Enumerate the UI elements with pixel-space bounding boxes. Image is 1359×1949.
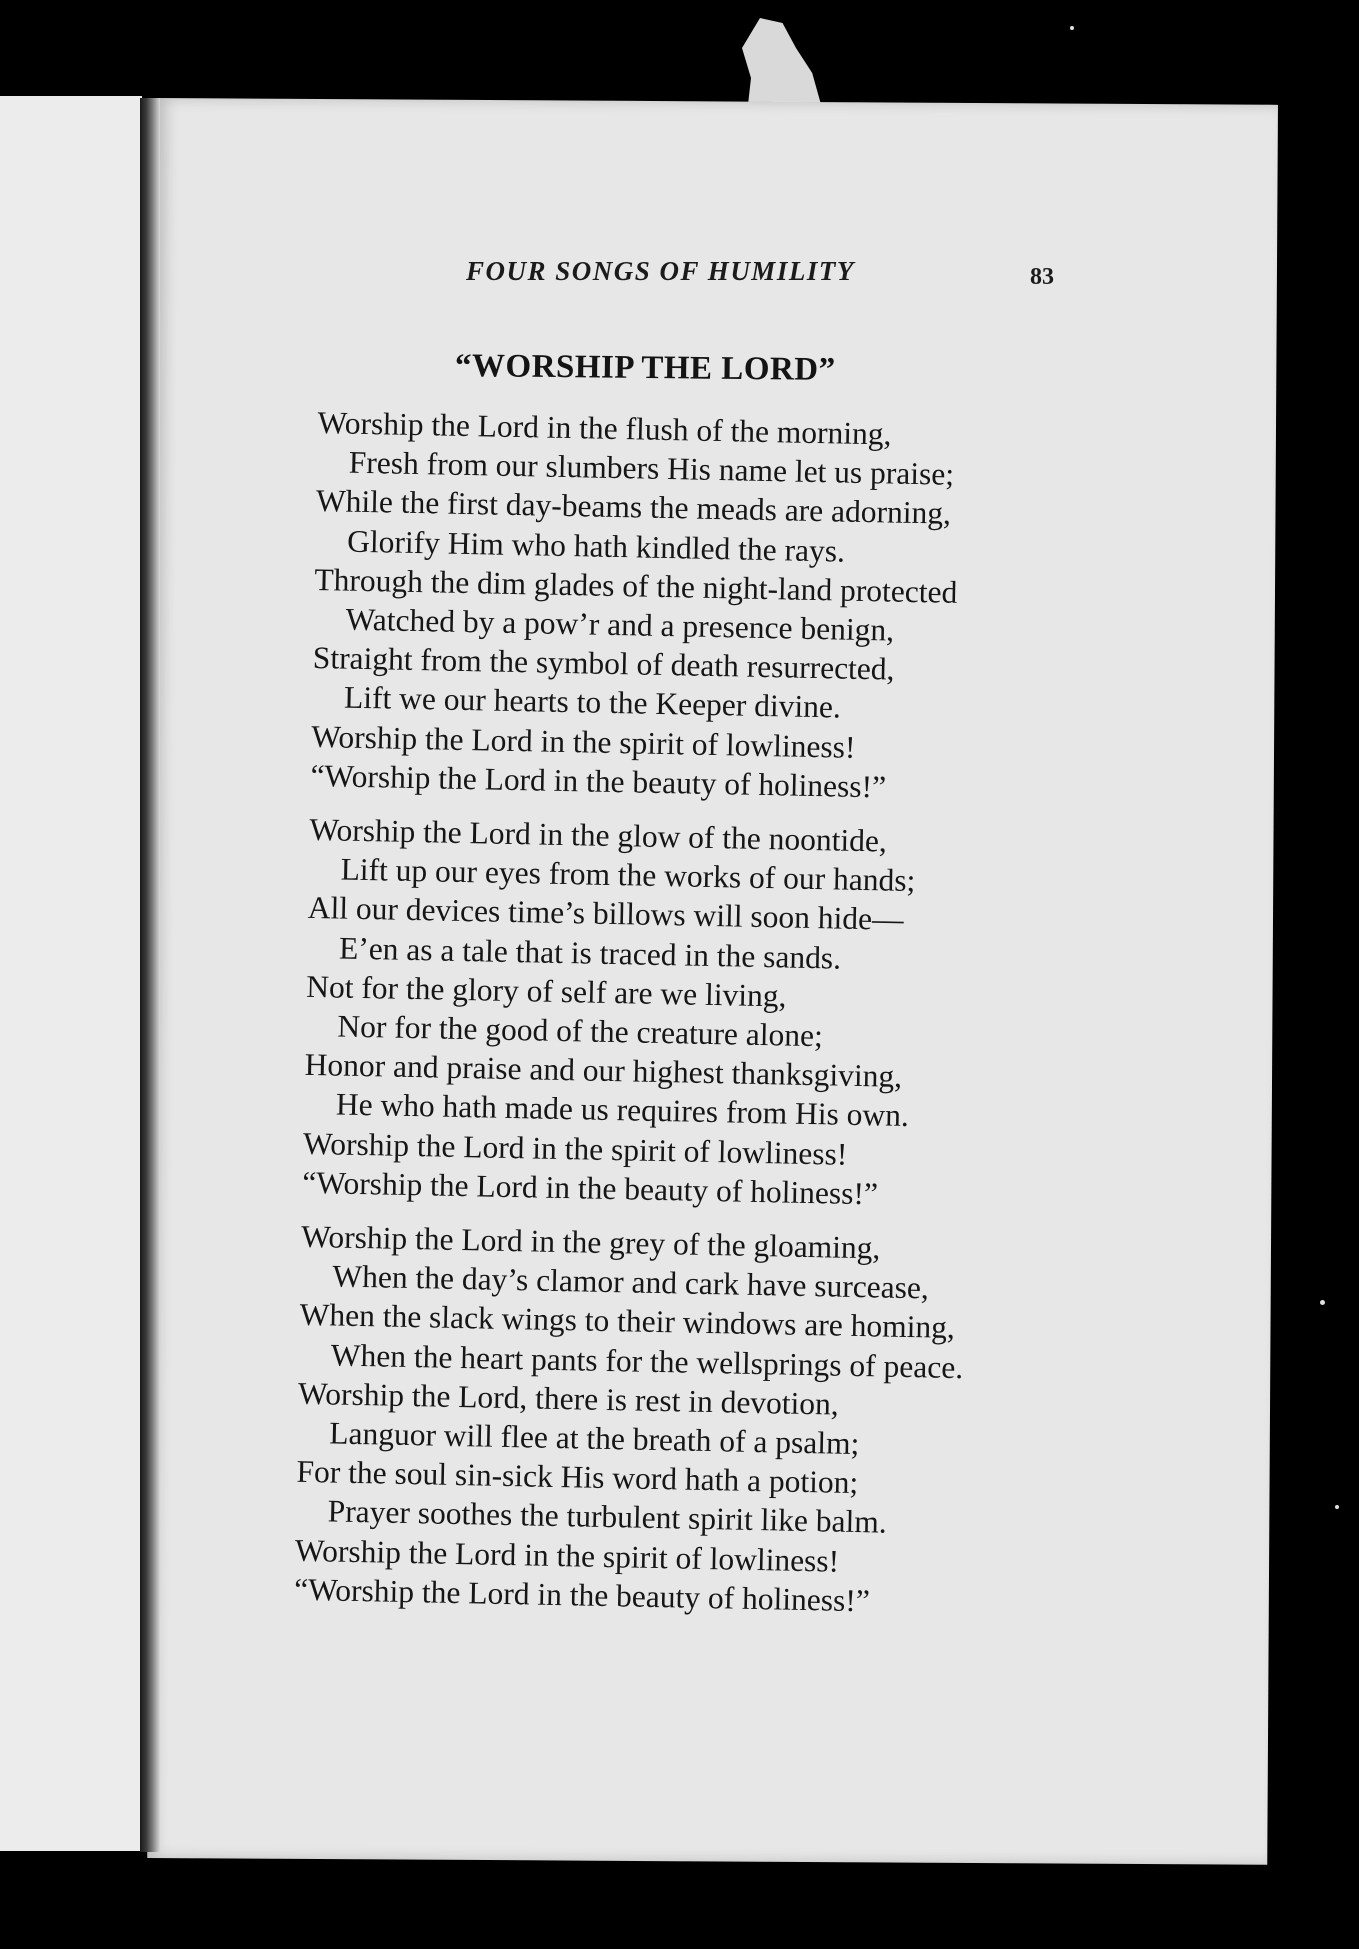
poem-refrain-line: “Worship the Lord in the beauty of holiness!” xyxy=(310,757,887,805)
scan-speck xyxy=(1320,1300,1325,1305)
running-head: FOUR SONGS OF HUMILITY xyxy=(466,256,855,286)
poem-line: Worship the Lord in the grey of the gloaming, xyxy=(300,1218,881,1266)
poem-title: “WORSHIP THE LORD” xyxy=(454,348,836,388)
poem-line: Honor and praise and our highest thanksgiving, xyxy=(304,1047,903,1095)
stanza xyxy=(302,810,1110,1218)
scan-speck xyxy=(1070,26,1074,30)
poem-line: Prayer soothes the turbulent spirit like balm. xyxy=(327,1493,888,1541)
page-number: 83 xyxy=(1030,264,1054,290)
poem-line: Lift up our eyes from the works of our hands; xyxy=(340,851,916,899)
poem-line: Worship the Lord, there is rest in devotion, xyxy=(297,1375,840,1422)
poem-line: Nor for the good of the creature alone; xyxy=(337,1008,824,1054)
poem-line: Worship the Lord in the flush of the morning, xyxy=(317,404,892,452)
poem-line: Worship the Lord in the glow of the noontide, xyxy=(309,811,888,859)
poem-line: Lift we our hearts to the Keeper divine. xyxy=(343,680,842,725)
poem-line: He who hath made us requires from His own. xyxy=(335,1086,910,1134)
poem-refrain-line: Worship the Lord in the spirit of lowliness! xyxy=(302,1125,848,1172)
poem-line: Watched by a pow’r and a presence benign, xyxy=(345,601,895,648)
poem-line: When the day’s clamor and cark have surcease, xyxy=(332,1258,930,1306)
poem-line: E’en as a tale that is traced in the sands. xyxy=(338,930,842,976)
poem-line: Straight from the symbol of death resurrected, xyxy=(312,640,895,687)
poem-refrain-line: Worship the Lord in the spirit of lowliness! xyxy=(310,718,856,765)
stanza xyxy=(310,403,1118,811)
poem-line: When the heart pants for the wellsprings of peace. xyxy=(330,1337,964,1385)
poem-line: Not for the glory of self are we living, xyxy=(305,968,787,1014)
stanza xyxy=(294,1217,1102,1625)
scan-speck xyxy=(1335,1505,1339,1509)
poem-line: While the first day-beams the meads are adorning, xyxy=(315,483,952,532)
poem-line: Through the dim glades of the night-land protected xyxy=(314,561,958,610)
poem-line: Languor will flee at the breath of a psalm; xyxy=(328,1415,860,1462)
poem-refrain-line: Worship the Lord in the spirit of lowliness! xyxy=(294,1532,840,1579)
poem-line: When the slack wings to their windows are homing, xyxy=(299,1297,956,1346)
poem-line: Glorify Him who hath kindled the rays. xyxy=(346,523,846,569)
poem-refrain-line: “Worship the Lord in the beauty of holiness!” xyxy=(302,1164,879,1212)
poem-line: For the soul sin-sick His word hath a potion; xyxy=(296,1454,859,1501)
poem-line: All our devices time’s billows will soon hide— xyxy=(307,890,904,938)
poem-body xyxy=(293,403,1117,1640)
facing-page-edge xyxy=(0,96,142,1851)
poem-refrain-line: “Worship the Lord in the beauty of holiness!” xyxy=(293,1571,871,1619)
page-gutter xyxy=(140,98,160,1852)
poem-line: Fresh from our slumbers His name let us praise; xyxy=(348,444,955,492)
